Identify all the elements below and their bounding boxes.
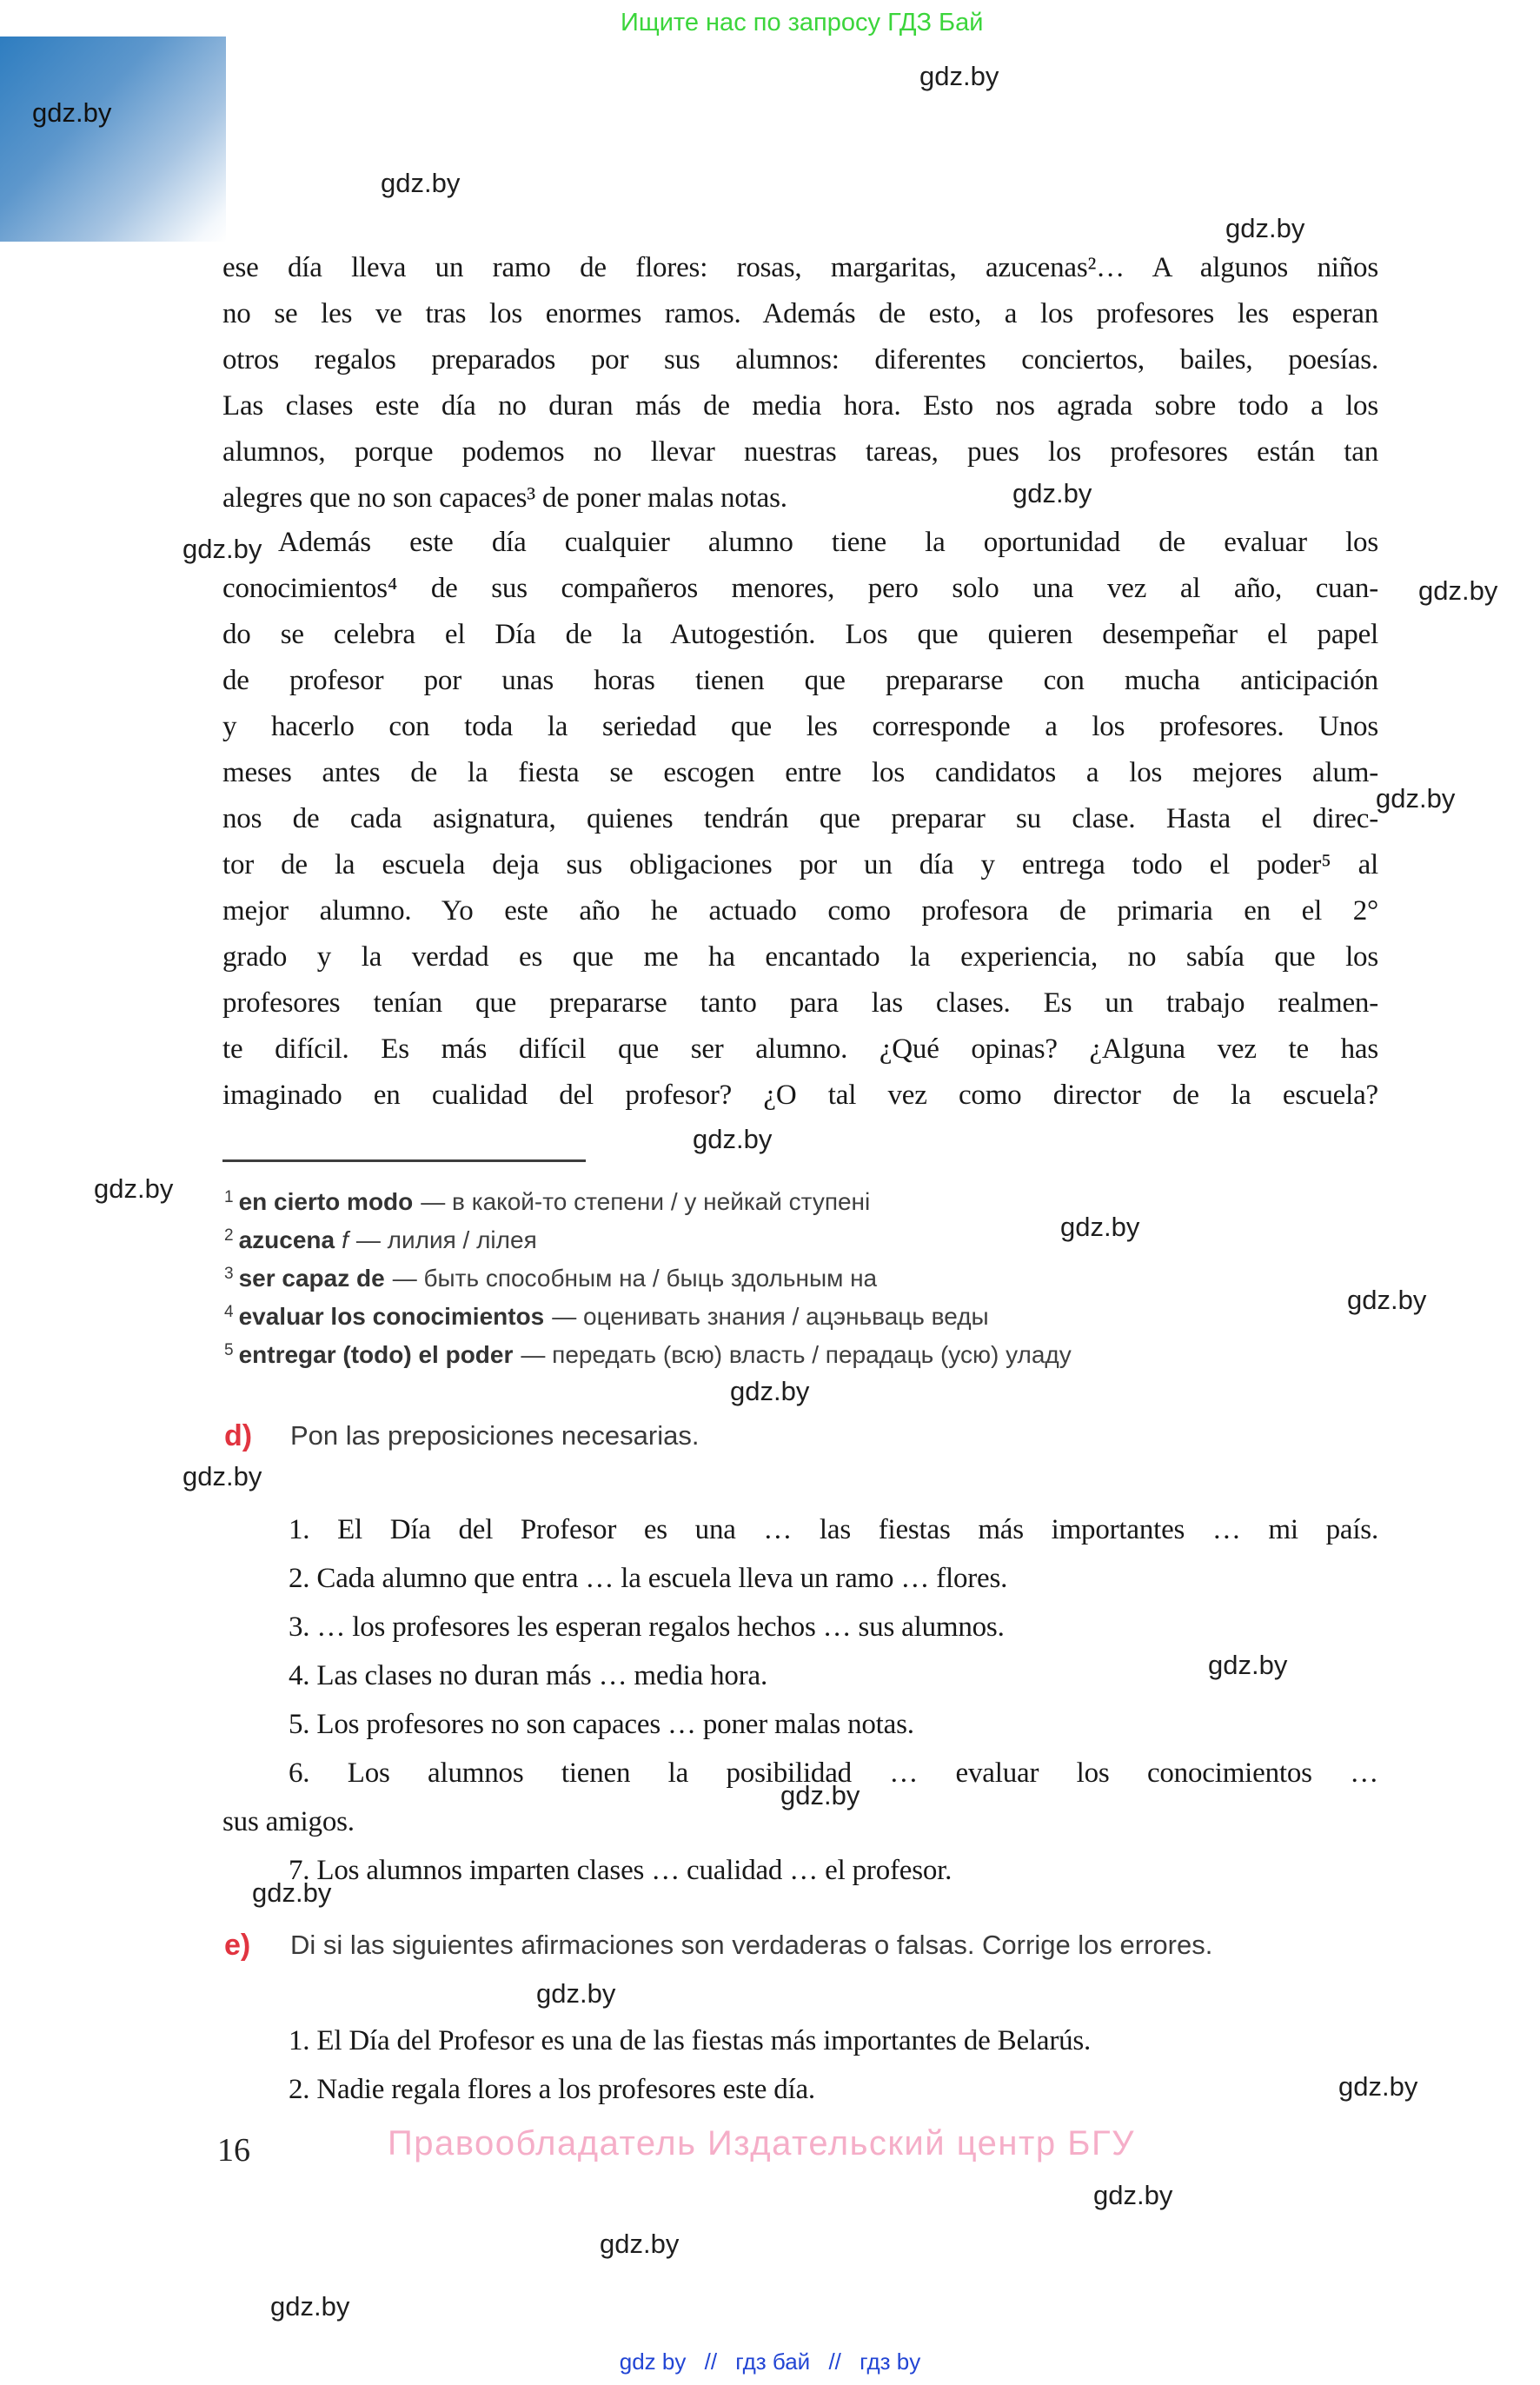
footnote-number: 2	[224, 1226, 234, 1245]
footnote	[224, 1255, 1311, 1293]
gdz-watermark: gdz.by	[780, 1780, 860, 1810]
gdz-watermark: gdz.by	[1338, 2071, 1418, 2102]
promo-text: Ищите нас по запросу ГДЗ Бай	[621, 9, 984, 37]
exercise-d-instruction: Pon las preposiciones necesarias.	[290, 1420, 700, 1451]
footnote-translation: — передать (всю) власть / перадаць (усю) уладу	[521, 1341, 1072, 1368]
gdz-watermark: gdz.by	[32, 97, 112, 128]
footnote-translation: — оценивать знания / ацэньваць веды	[552, 1303, 989, 1330]
footnote	[224, 1217, 1311, 1255]
footnote-term: azucena	[238, 1226, 335, 1253]
footnote-translation: — лилия / лілея	[355, 1226, 537, 1253]
footnote	[224, 1293, 1311, 1332]
gdz-watermark: gdz.by	[1376, 783, 1456, 814]
gdz-watermark: gdz.by	[270, 2291, 350, 2322]
text-line: alegres que no son capaces³ de poner malas notas.	[222, 482, 787, 514]
exercise-e-heading	[224, 1928, 1389, 1963]
gdz-watermark: gdz.by	[252, 1877, 332, 1908]
reading-paragraph-2	[222, 520, 1378, 1119]
gdz-watermark: gdz.by	[183, 534, 262, 564]
exercise-item: 2. Cada alumno que entra … la escuela lleva un ramo … flores.	[289, 1563, 1008, 1594]
footnote-number: 4	[224, 1303, 234, 1321]
text-line: meses antes de la fiesta se escogen entre los candidatos a los mejores alum-	[222, 757, 1378, 788]
exercise-item: 6. Los alumnos tienen la posibilidad … evaluar los conocimientos …	[289, 1757, 1378, 1789]
corner-gradient-box	[0, 37, 226, 242]
text-line: do se celebra el Día de la Autogestión. Los que quieren desempeñar el papel	[222, 619, 1378, 650]
gdz-watermark: gdz.by	[94, 1173, 174, 1204]
footnote	[224, 1332, 1311, 1370]
exercise-d-items	[222, 1505, 1378, 1895]
footnote-number: 3	[224, 1265, 234, 1283]
footer-links	[0, 2348, 1540, 2375]
footnote-term: ser capaz de	[238, 1265, 385, 1292]
page-number: 16	[217, 2132, 250, 2169]
exercise-item: 1. El Día del Profesor es una de las fiestas más importantes de Belarús.	[289, 2025, 1092, 2056]
reading-paragraph-1	[222, 245, 1378, 522]
gdz-watermark: gdz.by	[1012, 478, 1092, 508]
link-separator: //	[828, 2348, 841, 2375]
footnotes	[224, 1179, 1311, 1370]
gdz-watermark: gdz.by	[1060, 1212, 1140, 1242]
text-line: profesores tenían que prepararse tanto para las clases. Es un trabajo realmen-	[222, 987, 1378, 1019]
exercise-e-instruction: Di si las siguientes afirmaciones son verdaderas o falsas. Corrige los errores.	[290, 1930, 1213, 1960]
link-separator: //	[704, 2348, 718, 2375]
exercise-item-continuation: sus amigos.	[222, 1806, 355, 1837]
exercise-d-label: d)	[224, 1419, 253, 1452]
footnote-number: 1	[224, 1188, 234, 1206]
text-line: otros regalos preparados por sus alumnos: diferentes conciertos, bailes, poesías.	[222, 344, 1378, 375]
exercise-item: 1. El Día del Profesor es una … las fiestas más importantes … mi país.	[289, 1514, 1378, 1545]
exercise-item: 2. Nadie regala flores a los profesores este día.	[289, 2074, 815, 2105]
footer-link[interactable]: гдз бай	[735, 2348, 811, 2375]
gdz-watermark: gdz.by	[693, 1124, 773, 1154]
text-line: imaginado en cualidad del profesor? ¿O tal vez como director de la escuela?	[222, 1080, 1378, 1111]
exercise-d-heading	[224, 1418, 1389, 1453]
text-line: de profesor por unas horas tienen que prepararse con mucha anticipación	[222, 665, 1378, 696]
gdz-watermark: gdz.by	[1208, 1650, 1288, 1680]
text-line: no se les ve tras los enormes ramos. Además de esto, a los profesores les esperan	[222, 298, 1378, 329]
exercise-item: 7. Los alumnos imparten clases … cualidad … el profesor.	[289, 1855, 953, 1886]
gdz-watermark: gdz.by	[1418, 575, 1498, 606]
text-line: grado y la verdad es que me ha encantado la experiencia, no sabía que los	[222, 941, 1378, 973]
footnote	[224, 1179, 1311, 1217]
text-line: Las clases este día no duran más de media hora. Esto nos agrada sobre todo a los	[222, 390, 1378, 422]
text-line: nos de cada asignatura, quienes tendrán que preparar su clase. Hasta el direc-	[222, 803, 1378, 834]
footnote-translation: — в какой-то степени / у нейкай ступені	[421, 1188, 871, 1215]
exercise-item: 5. Los profesores no son capaces … poner malas notas.	[289, 1709, 914, 1740]
footnote-gender: f	[342, 1226, 348, 1253]
footnote-translation: — быть способным на / быць здольным на	[392, 1265, 878, 1292]
footer-link[interactable]: gdz by	[619, 2348, 687, 2375]
footnote-term: en cierto modo	[238, 1188, 414, 1215]
footnote-term: entregar (todo) el poder	[238, 1341, 514, 1368]
exercise-item: 4. Las clases no duran más … media hora.	[289, 1660, 768, 1691]
gdz-watermark: gdz.by	[600, 2229, 680, 2259]
text-line: conocimientos⁴ de sus compañeros menores, pero solo una vez al año, cuan-	[222, 573, 1378, 604]
exercise-item: 3. … los profesores les esperan regalos hechos … sus alumnos.	[289, 1611, 1005, 1643]
copyright-notice: Правообладатель Издательский центр БГУ	[388, 2124, 1136, 2162]
exercise-e-label: e)	[224, 1929, 251, 1962]
text-line: mejor alumno. Yo este año he actuado como profesora de primaria en el 2°	[222, 895, 1378, 927]
footer-link[interactable]: гдз by	[860, 2348, 921, 2375]
text-line: tor de la escuela deja sus obligaciones por un día y entrega todo el poder⁵ al	[222, 849, 1378, 880]
gdz-watermark: gdz.by	[730, 1376, 810, 1406]
gdz-watermark: gdz.by	[183, 1461, 262, 1491]
footnote-term: evaluar los conocimientos	[238, 1303, 545, 1330]
text-line: te difícil. Es más difícil que ser alumno. ¿Qué opinas? ¿Alguna vez te has	[222, 1033, 1378, 1065]
exercise-e-items	[222, 2016, 1378, 2114]
gdz-watermark: gdz.by	[1093, 2180, 1173, 2210]
text-line: Además este día cualquier alumno tiene la oportunidad de evaluar los	[278, 527, 1378, 558]
text-line: y hacerlo con toda la seriedad que les corresponde a los profesores. Unos	[222, 711, 1378, 742]
text-line: ese día lleva un ramo de flores: rosas, margaritas, azucenas²… A algunos niños	[222, 252, 1378, 283]
footnote-number: 5	[224, 1341, 234, 1359]
gdz-watermark: gdz.by	[1347, 1285, 1427, 1315]
gdz-watermark: gdz.by	[536, 1978, 616, 2009]
gdz-watermark: gdz.by	[919, 61, 999, 91]
gdz-watermark: gdz.by	[1225, 213, 1305, 243]
text-line: alumnos, porque podemos no llevar nuestras tareas, pues los profesores están tan	[222, 436, 1378, 468]
footnote-divider	[222, 1159, 586, 1162]
gdz-watermark: gdz.by	[381, 168, 461, 198]
